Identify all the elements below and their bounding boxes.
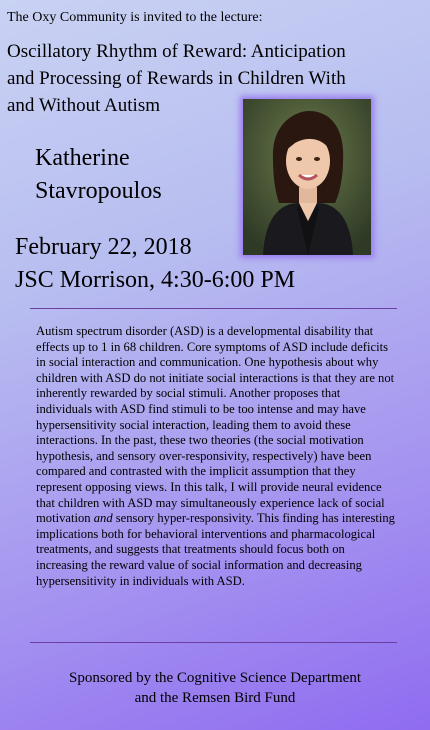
sponsor-line: Sponsored by the Cognitive Science Department xyxy=(68,670,362,686)
event-date: February 22, 2018 xyxy=(15,234,192,260)
speaker-first-name: Katherine xyxy=(35,145,130,171)
speaker-last-name: Stavropoulos xyxy=(35,178,162,204)
speaker-photo xyxy=(243,99,371,255)
title-line: and Processing of Rewards in Children With xyxy=(7,68,346,89)
bottom-divider xyxy=(30,642,397,643)
top-divider xyxy=(30,308,397,309)
title-line: and Without Autism xyxy=(7,95,161,116)
sponsor-line: and the Remsen Bird Fund xyxy=(134,690,296,706)
abstract-text xyxy=(36,324,398,589)
abstract-part-2: sensory hyper-responsivity. This finding has interesting implications both for behavioral interventions and pharmacological treatments, and suggests that treatments should focus both on increasing the reward value of social information and decreasing hypersensitivity in individuals with ASD. xyxy=(36,511,395,588)
title-line: Oscillatory Rhythm of Reward: Anticipation xyxy=(7,41,346,62)
abstract-part-1: Autism spectrum disorder (ASD) is a developmental disability that effects up to 1 in 68 children. Core symptoms of ASD include deficits in social interaction and communication. One hypothesis about why children with ASD do not initiate social interactions is that they are not inherently rewarded by social stimuli. Another proposes that individuals with ASD find stimuli to be too intense and may have hypersensitivity social interaction, leading them to avoid these interactions. In the past, these two theories (the social motivation hypothesis, and sensory over-responsivity, respectively) have been compared and contrasted with the implicit assumption that they represent opposing views. In this talk, I will provide neural evidence that children with ASD may simultaneously experience lack of social motivation xyxy=(36,324,395,526)
portrait-illustration xyxy=(243,99,371,255)
sponsor-text xyxy=(0,668,430,708)
event-location: JSC Morrison, 4:30-6:00 PM xyxy=(15,267,296,293)
abstract-emphasis: and xyxy=(93,511,113,526)
speaker-name xyxy=(35,142,162,208)
invite-text: The Oxy Community is invited to the lecture: xyxy=(7,10,263,25)
